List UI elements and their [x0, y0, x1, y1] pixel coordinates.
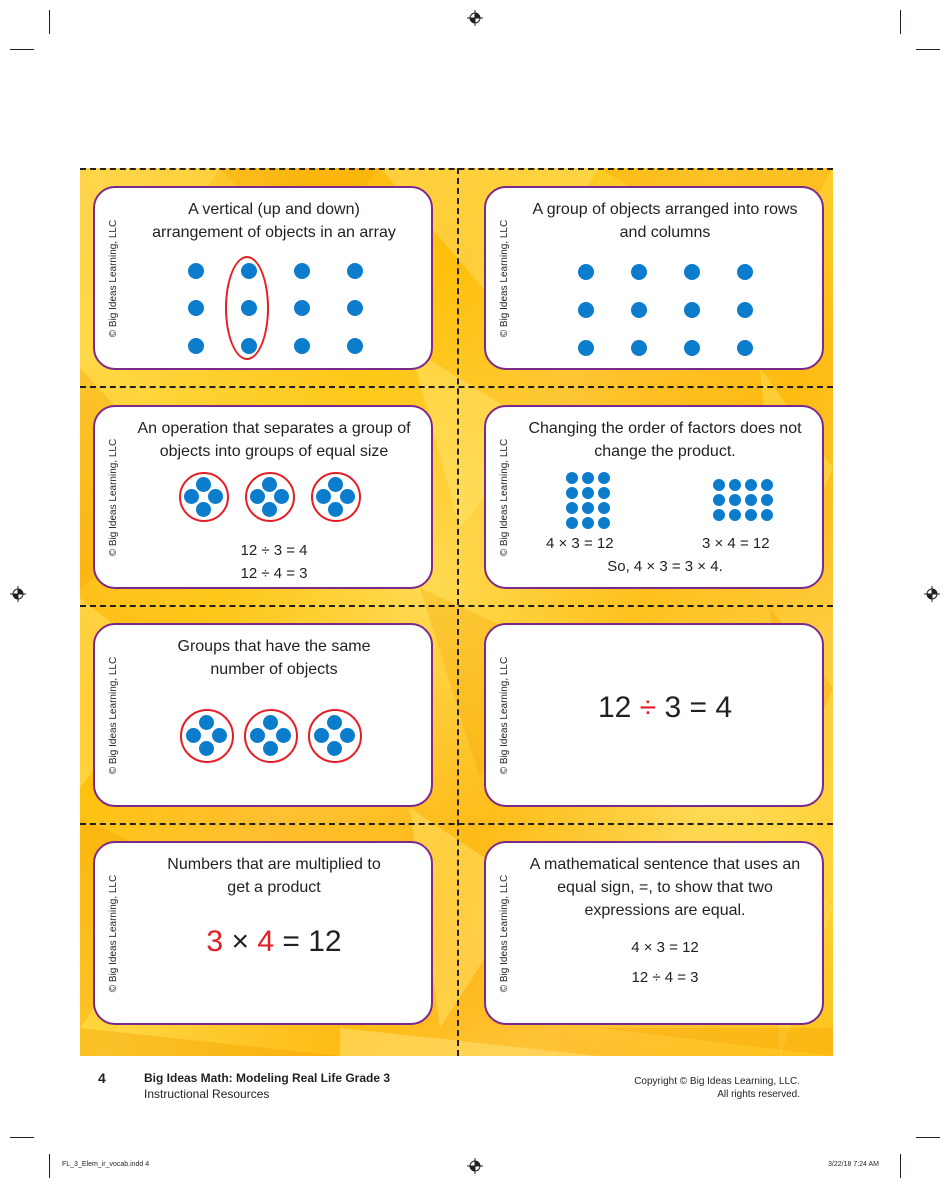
slug-date: 3/22/18 7:24 AM [828, 1161, 879, 1168]
registration-mark-icon [467, 1158, 483, 1174]
times-sign: × [231, 925, 249, 958]
card-copyright: © Big Ideas Learning, LLC [108, 874, 120, 992]
copyright-notice: Copyright © Big Ideas Learning, LLC. All rights reserved. [634, 1076, 800, 1100]
crop-mark [916, 49, 940, 50]
equation: 12 ÷ 3 = 4 [240, 542, 308, 559]
registration-mark-icon [924, 586, 940, 602]
equation: 12 ÷ 4 = 3 [240, 565, 308, 582]
crop-mark [900, 10, 901, 34]
crop-mark [10, 1137, 34, 1138]
book-subtitle: Instructional Resources [144, 1087, 270, 1101]
registration-mark-icon [467, 10, 483, 26]
vocab-card-divisor [484, 623, 824, 807]
vocab-card-factors [93, 841, 433, 1025]
card-copyright: © Big Ideas Learning, LLC [499, 874, 511, 992]
card-definition: A group of objects arranged into rows and columns [532, 201, 798, 241]
vocab-card-equal-groups [93, 623, 433, 807]
dividend: 12 [597, 691, 632, 724]
vocab-card-sheet [80, 168, 833, 1056]
crop-mark [49, 1154, 50, 1178]
crop-mark [900, 1154, 901, 1178]
card-definition: A vertical (up and down) arrangement of objects in an array [152, 201, 396, 241]
card-copyright: © Big Ideas Learning, LLC [108, 438, 120, 556]
book-title: Big Ideas Math: Modeling Real Life Grade 3 [144, 1071, 391, 1085]
multiplication-equation [131, 925, 417, 959]
card-definition: Groups that have the same number of objects [177, 638, 371, 678]
card-copyright: © Big Ideas Learning, LLC [499, 219, 511, 337]
card-definition: Changing the order of factors does not change the product. [528, 420, 802, 460]
card-copyright: © Big Ideas Learning, LLC [499, 656, 511, 774]
slug-file-name: FL_3_Elem_ir_vocab.indd 4 [62, 1161, 150, 1168]
card-copyright: © Big Ideas Learning, LLC [108, 656, 120, 774]
crop-mark [916, 1137, 940, 1138]
page-number: 4 [98, 1070, 106, 1086]
cut-line [457, 168, 459, 1056]
card-copyright: © Big Ideas Learning, LLC [499, 438, 511, 556]
equation: 12 ÷ 4 = 3 [631, 969, 699, 986]
equation-rest: 3 = 4 [664, 691, 733, 724]
card-definition: An operation that separates a group of objects into groups of equal size [137, 420, 411, 460]
vocab-card-division [93, 405, 433, 589]
vocab-card-equation [484, 841, 824, 1025]
card-definition: A mathematical sentence that uses an equal sign, =, to show that two expressions are equal. [529, 856, 801, 919]
vocab-card-column [93, 186, 433, 370]
card-copyright: © Big Ideas Learning, LLC [108, 219, 120, 337]
factor: 4 [257, 925, 274, 958]
vocab-card-commutative [484, 405, 824, 589]
card-definition: Numbers that are multiplied to get a product [167, 856, 381, 896]
crop-mark [49, 10, 50, 34]
factor: 3 [206, 925, 224, 958]
division-equation [522, 691, 808, 725]
equation-rest: = 12 [282, 925, 342, 958]
crop-mark [10, 49, 34, 50]
equation: So, 4 × 3 = 3 × 4. [607, 558, 723, 575]
equation: 3 × 4 = 12 [702, 535, 770, 552]
equation: 4 × 3 = 12 [546, 535, 614, 552]
division-sign: ÷ [639, 691, 657, 724]
equation: 4 × 3 = 12 [631, 939, 699, 956]
vocab-card-array [484, 186, 824, 370]
column-highlight [225, 256, 269, 360]
registration-mark-icon [10, 586, 26, 602]
